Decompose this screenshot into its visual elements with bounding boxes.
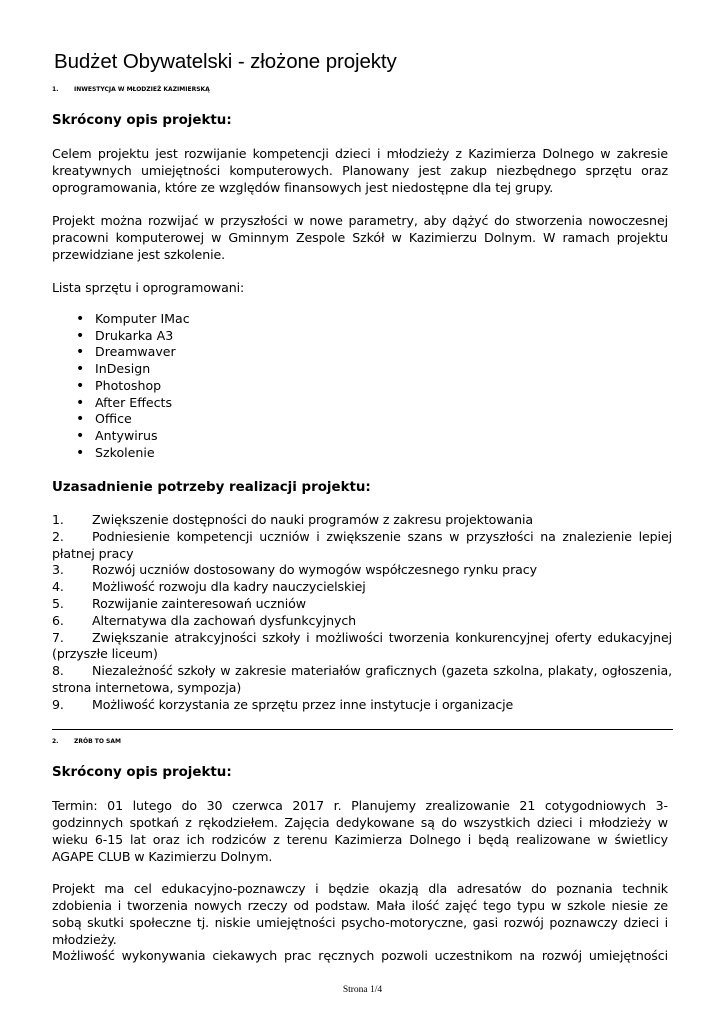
list-item: 9. Możliwość korzystania ze sprzętu przez inne instytucje i organizacje xyxy=(52,696,514,712)
list-item: • InDesign xyxy=(72,361,190,378)
project-1-number: 1. xyxy=(52,86,59,93)
list-item: 2. Podniesienie kompetencji uczniów i zwiększenie szans w przyszłości na znalezienie lepiej płatnej pracy xyxy=(52,528,672,561)
project-2-paragraph-2: Projekt ma cel edukacyjno-poznawczy i będzie okazją dla adresatów do poznania technik zdobienia i tworzenia nowych rzeczy od podstaw. Mała ilość zajęć tego typu w szkole niesie ze sobą skutki społeczne tj. niskie umiejętności psycho-motoryczne, gasi rozwój poznawczy dzieci i młodzieży. xyxy=(52,881,668,947)
project-1-paragraph-2: Projekt można rozwijać w przyszłości w nowe parametry, aby dążyć do stworzenia nowoczesnej pracowni komputerowej w Gminnym Zespole Szkół w Kazimierzu Dolnym. W ramach projektu przewidziane jest szkolenie. xyxy=(52,213,668,262)
list-item: 5. Rozwijanie zainteresowań uczniów xyxy=(52,595,306,611)
list-item: 8. Niezależność szkoły w zakresie materiałów graficznych (gazeta szkolna, plakaty, ogłoszenia, strona internetowa, sympozja) xyxy=(52,663,672,695)
list-item: • Komputer IMac xyxy=(72,311,190,328)
list-item: 7. Zwiększanie atrakcyjności szkoły i możliwości tworzenia konkurencyjnej oferty edukacyjnej (przyszłe liceum) xyxy=(52,629,672,662)
document-title: Budżet Obywatelski - złożone projekty xyxy=(54,50,397,73)
list-item: • Dreamwaver xyxy=(72,344,190,361)
list-item: • Szkolenie xyxy=(72,445,190,462)
list-item: 3. Rozwój uczniów dostosowany do wymogów współczesnego rynku pracy xyxy=(52,562,537,578)
project-1-summary-heading: Skrócony opis projektu: xyxy=(52,113,232,128)
justification-list xyxy=(52,512,672,714)
project-1-paragraph-1: Celem projektu jest rozwijanie kompetencji dzieci i młodzieży z Kazimierza Dolnego w zakresie kreatywnych umiejętności komputerowych. Planowany jest zakup niezbędnego sprzętu oraz oprogramowania, które ze względów finansowych jest niedostępne dla tej grupy. xyxy=(52,146,668,195)
equipment-list xyxy=(72,311,190,461)
project-1-name: INWESTYCJA W MŁODZIEŻ KAZIMIERSKĄ xyxy=(74,86,210,93)
list-item: • After Effects xyxy=(72,395,190,412)
project-2-label xyxy=(52,738,121,745)
list-item: 1. Zwiększenie dostępności do nauki programów z zakresu projektowania xyxy=(52,512,534,527)
project-2-summary-heading: Skrócony opis projektu: xyxy=(52,765,232,780)
project-2-paragraph-1: Termin: 01 lutego do 30 czerwca 2017 r. Planujemy zrealizowanie 21 cotygodniowych 3-godzinnych spotkań z rękodziełem. Zajęcia dedykowane są do wszystkich dzieci i młodzieży w wieku 6-15 lat oraz ich rodziców z terenu Kazimierza Dolnego i będą realizowane w świetlicy AGAPE CLUB w Kazimierzu Dolnym. xyxy=(52,798,668,864)
section-divider xyxy=(52,729,673,730)
list-item: • Photoshop xyxy=(72,378,190,395)
justification-heading: Uzasadnienie potrzeby realizacji projektu: xyxy=(52,480,371,495)
list-item: 6. Alternatywa dla zachowań dysfunkcyjnych xyxy=(52,612,357,628)
project-2-name: ZRÓB TO SAM xyxy=(74,738,121,745)
list-item: • Antywirus xyxy=(72,428,190,445)
project-2-paragraph-3: Możliwość wykonywania ciekawych prac ręcznych pozwoli uczestnikom na rozwój umiejętności xyxy=(52,948,668,963)
equipment-list-intro: Lista sprzętu i oprogramowani: xyxy=(52,280,245,295)
project-2-number: 2. xyxy=(52,738,59,745)
list-item: • Drukarka A3 xyxy=(72,328,190,345)
page-number: Strona 1/4 xyxy=(342,985,383,995)
list-item: • Office xyxy=(72,411,190,428)
list-item: 4. Możliwość rozwoju dla kadry nauczycielskiej xyxy=(52,579,366,595)
project-1-label xyxy=(52,86,210,93)
